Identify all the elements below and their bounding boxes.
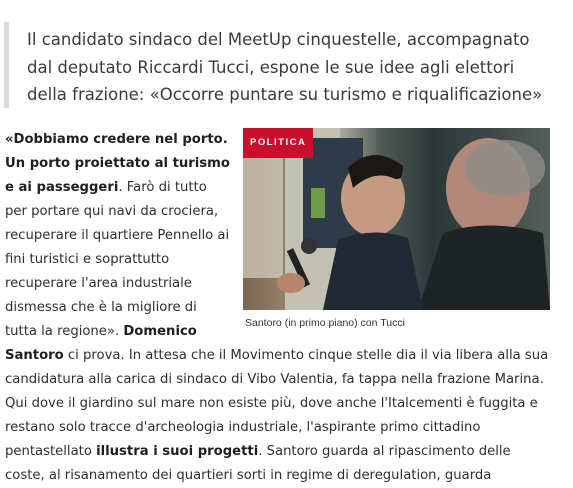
paragraph-text-3: . Santoro guarda al ripascimento delle coste, al risanamento dei quartieri sorti in regime di deregulation, guarda — [5, 444, 511, 483]
photo-caption: Santoro (in primo piano) con Tucci — [245, 317, 405, 329]
article-body — [5, 128, 550, 488]
category-badge[interactable]: POLITICA — [243, 128, 313, 158]
article-subtitle: Il candidato sindaco del MeetUp cinquestelle, accompagnato dal deputato Riccardi Tucci, espone le sue idee agli elettori della frazione: «Occorre puntare su turismo e riqualificazione» — [4, 22, 552, 108]
article-figure — [243, 128, 550, 330]
lead-quote: «Dobbiamo credere nel porto. Un porto proiettato al turismo e ai passeggeri — [5, 132, 230, 195]
paragraph-text-2: ci prova. In attesa che il Movimento cinque stelle dia il via libera alla sua candidatura alla carica di sindaco di Vibo Valentia, fa tappa nella frazione Marina. Qui dove il giardino sul mare non esiste più, dove anche l'Italcementi è fuggita e restano solo tracce d'archeologia industriale, l'aspirante primo cittadino pentastellato — [5, 348, 549, 459]
paragraph-text-1: . Farò di tutto per portare qui navi da crociera, recuperare il quartiere Pennello ai fini turistici e soprattutto recuperare l'area industriale dismessa che è la migliore di tutta la regione». — [5, 180, 230, 339]
highlight-text: illustra i suoi progetti — [96, 444, 259, 459]
article-photo[interactable] — [243, 128, 550, 310]
person-name: Domenico Santoro — [5, 324, 197, 363]
